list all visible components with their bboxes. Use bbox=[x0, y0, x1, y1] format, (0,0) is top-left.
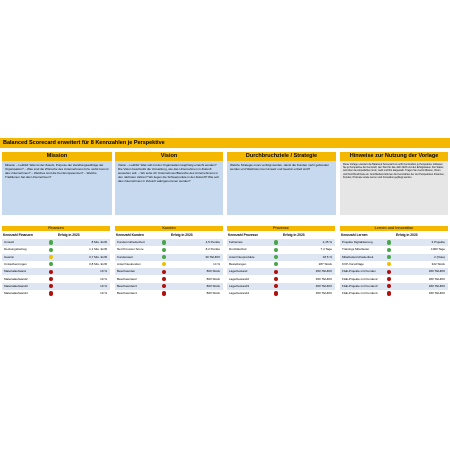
kpi-row[interactable] bbox=[227, 254, 335, 261]
kpi-row[interactable] bbox=[2, 254, 110, 261]
kpi-value: 322 Stück bbox=[431, 261, 445, 266]
kpi-row[interactable] bbox=[340, 283, 448, 290]
status-red-light-icon bbox=[162, 284, 166, 288]
status-green-light-icon bbox=[274, 255, 278, 259]
kpi-value: 800 Stück bbox=[206, 291, 220, 296]
kpi-value: 19 % bbox=[100, 276, 107, 281]
status-red-light-icon bbox=[162, 270, 166, 274]
status-red-light-icon bbox=[49, 284, 53, 288]
kpi-row[interactable] bbox=[227, 261, 335, 268]
kpi-row[interactable] bbox=[227, 290, 335, 297]
kpi-row[interactable] bbox=[2, 290, 110, 297]
kpi-value: 800 Stück bbox=[206, 283, 220, 288]
kpi-row[interactable] bbox=[2, 246, 110, 253]
kpi-name: Trainings Mitarbeiter bbox=[342, 247, 370, 252]
kpi-value: 180 TEURO bbox=[428, 291, 445, 296]
kpi-value: 800 Stück bbox=[206, 269, 220, 274]
kpi-name: Materialaufwand bbox=[4, 269, 27, 274]
status-green-light-icon bbox=[162, 240, 166, 244]
status-green-light-icon bbox=[274, 248, 278, 252]
kpi-name: Beschwerden bbox=[117, 269, 136, 274]
kpi-value: 450 TEURO bbox=[315, 269, 332, 274]
kpi-value: 19 % bbox=[100, 291, 107, 296]
kpi-value: 450 TEURO bbox=[315, 291, 332, 296]
kpi-name: F&E-Projekte mit Kunden4 bbox=[342, 291, 378, 296]
kpi-value: 1000 Tage bbox=[431, 247, 445, 252]
status-red-light-icon bbox=[387, 291, 391, 295]
kpi-row[interactable] bbox=[115, 261, 223, 268]
kpi-name: Gewinn bbox=[4, 254, 15, 259]
vision-header: Vision bbox=[115, 152, 223, 161]
strategy-header: Durchbruchziele / Strategie bbox=[227, 152, 336, 161]
status-green-light-icon bbox=[49, 248, 53, 252]
hints-text: Diese Vorlage erweitert die Balanced Scorecard um acht Kennzahlen je Perspektive. Erfassen Sie je Perspektive die Kennzahl, den Wert für das Jahr 2023 und den Erfolgsstatus. Der Status wird über die Ampelfarben Grün, Gelb und Rot dargestellt. Tragen Sie zuerst Mission, Vision und Durchbruchziele ein. Anschließend können die Kennzahlen der vier Perspektiven Finanzen, Kunden, Prozesse sowie Lernen und Innovation gepflegt werden. bbox=[340, 161, 448, 215]
status-green-light-icon bbox=[387, 248, 391, 252]
kpi-row[interactable] bbox=[115, 283, 223, 290]
kpi-name: Projekte Digitalisierung bbox=[342, 240, 373, 244]
status-red-light-icon bbox=[274, 270, 278, 274]
status-red-light-icon bbox=[274, 277, 278, 281]
status-red-light-icon bbox=[274, 284, 278, 288]
kpi-row[interactable] bbox=[2, 261, 110, 268]
kpi-row[interactable] bbox=[340, 268, 448, 275]
kpi-row[interactable] bbox=[2, 239, 110, 246]
kpi-row[interactable] bbox=[340, 276, 448, 283]
perspective-header: Finanzen bbox=[2, 226, 110, 231]
erfolg-column-header: Erfolg in 2023 bbox=[171, 233, 193, 237]
kpi-name: Materialaufwand3 bbox=[4, 283, 28, 288]
kpi-value: 180 TEURO bbox=[428, 269, 445, 274]
kpi-name: Materialaufwand2 bbox=[4, 276, 28, 281]
kpi-row[interactable] bbox=[115, 268, 223, 275]
kpi-row[interactable] bbox=[2, 268, 110, 275]
status-green-light-icon bbox=[274, 262, 278, 266]
scorecard-sheet bbox=[0, 138, 450, 346]
kpi-name: F&E-Projekte mit Kunden3 bbox=[342, 283, 378, 288]
page-title: Balanced Scorecard erweitert für 8 Kennzahlen je Perspektive bbox=[0, 138, 450, 148]
kpi-value: 180 TEURO bbox=[428, 276, 445, 281]
kpi-name: Lagerbestand bbox=[229, 269, 248, 274]
kpi-value: 2,45 % bbox=[322, 240, 332, 244]
kpi-value: 4,5 Punkte bbox=[205, 240, 220, 244]
kpi-name: Lagerbestand2 bbox=[229, 276, 250, 281]
kpi-name: F&E-Projekte mit Kunden2 bbox=[342, 276, 378, 281]
status-red-light-icon bbox=[387, 277, 391, 281]
erfolg-column-header: Erfolg in 2023 bbox=[58, 233, 80, 237]
kpi-name: Materialaufwand4 bbox=[4, 291, 28, 296]
kpi-name: Anteil Neuprodukte bbox=[229, 254, 255, 259]
status-green-light-icon bbox=[49, 240, 53, 244]
kennzahl-column-header: Kennzahl Finanzen bbox=[3, 233, 33, 237]
kpi-value: 8,2 Punkte bbox=[205, 247, 220, 252]
kpi-name: Kundenzufriedenheit bbox=[117, 240, 145, 244]
kpi-value: 0,7 Mio. EUR bbox=[89, 254, 107, 259]
kpi-row[interactable] bbox=[340, 246, 448, 253]
kpi-value: 0,8 Mio. EUR bbox=[89, 261, 107, 266]
kpi-name: Mitarbeiterzufriedenheit bbox=[342, 254, 374, 259]
kpi-row[interactable] bbox=[340, 254, 448, 261]
kpi-row[interactable] bbox=[115, 254, 223, 261]
kpi-name: Deckungsbeitrag bbox=[4, 247, 27, 252]
perspective-header: Prozesse bbox=[227, 226, 335, 231]
status-red-light-icon bbox=[274, 291, 278, 295]
perspective-header: Lernen und Innovation bbox=[340, 226, 448, 231]
kpi-value: 800 Stück bbox=[206, 276, 220, 281]
status-red-light-icon bbox=[387, 270, 391, 274]
kpi-row[interactable] bbox=[115, 239, 223, 246]
kpi-name: Lagerbestand4 bbox=[229, 291, 250, 296]
kpi-name: KVP-Vorschläge bbox=[342, 261, 364, 266]
status-green-light-icon bbox=[162, 248, 166, 252]
status-green-light-icon bbox=[387, 255, 391, 259]
kpi-row[interactable] bbox=[227, 246, 335, 253]
hints-header: Hinweise zur Nutzung der Vorlage bbox=[340, 152, 448, 161]
kpi-value: 39 TEURO bbox=[205, 254, 220, 259]
status-red-light-icon bbox=[49, 277, 53, 281]
kpi-name: F&E-Projekte mit Kunden bbox=[342, 269, 376, 274]
erfolg-column-header: Erfolg in 2023 bbox=[396, 233, 418, 237]
vision-text[interactable]: Vision – Leitbild: Was soll mit der Organisation langfristig erreicht werden? Die Vision beschreibt die Vorstellung, wie das Unternehmen in Zukunft aussehen soll. – Wo sehe ich Unternehmen/Bereiche des Unternehmens in den nächsten Jahren? Wo liegen die Schwerpunkte in der Zukunft? Wie soll das Unternehmen in Zukunft wahrgenommen werden? bbox=[115, 161, 223, 215]
kpi-name: Kundenwert bbox=[117, 254, 134, 259]
kpi-name: Bestellungen bbox=[229, 261, 247, 266]
kpi-name: Beschwerden4 bbox=[117, 291, 137, 296]
mission-text[interactable]: Mission – Leitbild: Was ist der Zweck, Purpose der Handlungsaufträge der Organisation? – Was sind die Wünsche des Unternehmens bzw. wofür kommt das Unternehmen? – Welches sind die Kernkompetenzen? – Welche Traditionen hat das Unternehmen? bbox=[2, 161, 112, 215]
kpi-value: 287 Stück bbox=[318, 261, 332, 266]
kpi-row[interactable] bbox=[340, 290, 448, 297]
kpi-row[interactable] bbox=[227, 283, 335, 290]
kpi-value: 14 % bbox=[213, 261, 220, 266]
kpi-row[interactable] bbox=[2, 276, 110, 283]
kpi-value: 8 Mio. EUR bbox=[91, 240, 107, 244]
kpi-name: Durchlaufzeit bbox=[229, 247, 247, 252]
kpi-row[interactable] bbox=[2, 283, 110, 290]
status-green-light-icon bbox=[274, 240, 278, 244]
kpi-name: Beschwerden2 bbox=[117, 276, 137, 281]
status-yellow-light-icon bbox=[387, 262, 391, 266]
kpi-row[interactable] bbox=[115, 290, 223, 297]
kpi-name: Beschwerden3 bbox=[117, 283, 137, 288]
kpi-value: 1,1 Mio. EUR bbox=[89, 247, 107, 252]
status-yellow-light-icon bbox=[49, 255, 53, 259]
kpi-name: Umsatz bbox=[4, 240, 15, 244]
kpi-row[interactable] bbox=[227, 239, 335, 246]
strategy-text[interactable]: Welche Strategie muss verfolgt werden, damit die Kunden mehr gebunden werden und Wachstum bei Umsatz und Gewinn erzielt wird? bbox=[227, 161, 336, 215]
kpi-row[interactable] bbox=[115, 246, 223, 253]
kpi-name: Fehlerrate bbox=[229, 240, 243, 244]
kpi-row[interactable] bbox=[340, 261, 448, 268]
status-red-light-icon bbox=[387, 284, 391, 288]
kpi-name: Anteil Neukunden bbox=[117, 261, 141, 266]
mission-header: Mission bbox=[2, 152, 112, 161]
kpi-value: 450 TEURO bbox=[315, 283, 332, 288]
kpi-value: 18,5 % bbox=[322, 254, 332, 259]
kpi-row[interactable] bbox=[340, 239, 448, 246]
status-green-light-icon bbox=[162, 255, 166, 259]
kpi-row[interactable] bbox=[227, 276, 335, 283]
kpi-value: 7,4 Tage bbox=[320, 247, 332, 252]
perspective-header: Kunden bbox=[115, 226, 223, 231]
erfolg-column-header: Erfolg in 2023 bbox=[283, 233, 305, 237]
kpi-value: 19 % bbox=[100, 269, 107, 274]
status-red-light-icon bbox=[49, 270, 53, 274]
kpi-value: 450 TEURO bbox=[315, 276, 332, 281]
status-yellow-light-icon bbox=[162, 262, 166, 266]
status-red-light-icon bbox=[49, 291, 53, 295]
status-green-light-icon bbox=[49, 262, 53, 266]
status-red-light-icon bbox=[162, 277, 166, 281]
kpi-row[interactable] bbox=[115, 276, 223, 283]
kennzahl-column-header: Kennzahl Lernen bbox=[341, 233, 368, 237]
kpi-name: Umlaufvermögen bbox=[4, 261, 27, 266]
kpi-value: 180 TEURO bbox=[428, 283, 445, 288]
kpi-row[interactable] bbox=[227, 268, 335, 275]
kennzahl-column-header: Kennzahl Kunden bbox=[116, 233, 144, 237]
kpi-name: Lagerbestand3 bbox=[229, 283, 250, 288]
status-green-light-icon bbox=[387, 240, 391, 244]
kpi-value: 2 (Note) bbox=[434, 254, 445, 259]
kpi-name: Net Promoter Score bbox=[117, 247, 144, 252]
status-red-light-icon bbox=[162, 291, 166, 295]
kpi-value: 19 % bbox=[100, 283, 107, 288]
kennzahl-column-header: Kennzahl Prozesse bbox=[228, 233, 259, 237]
kpi-value: 3 Projekte bbox=[431, 240, 445, 244]
